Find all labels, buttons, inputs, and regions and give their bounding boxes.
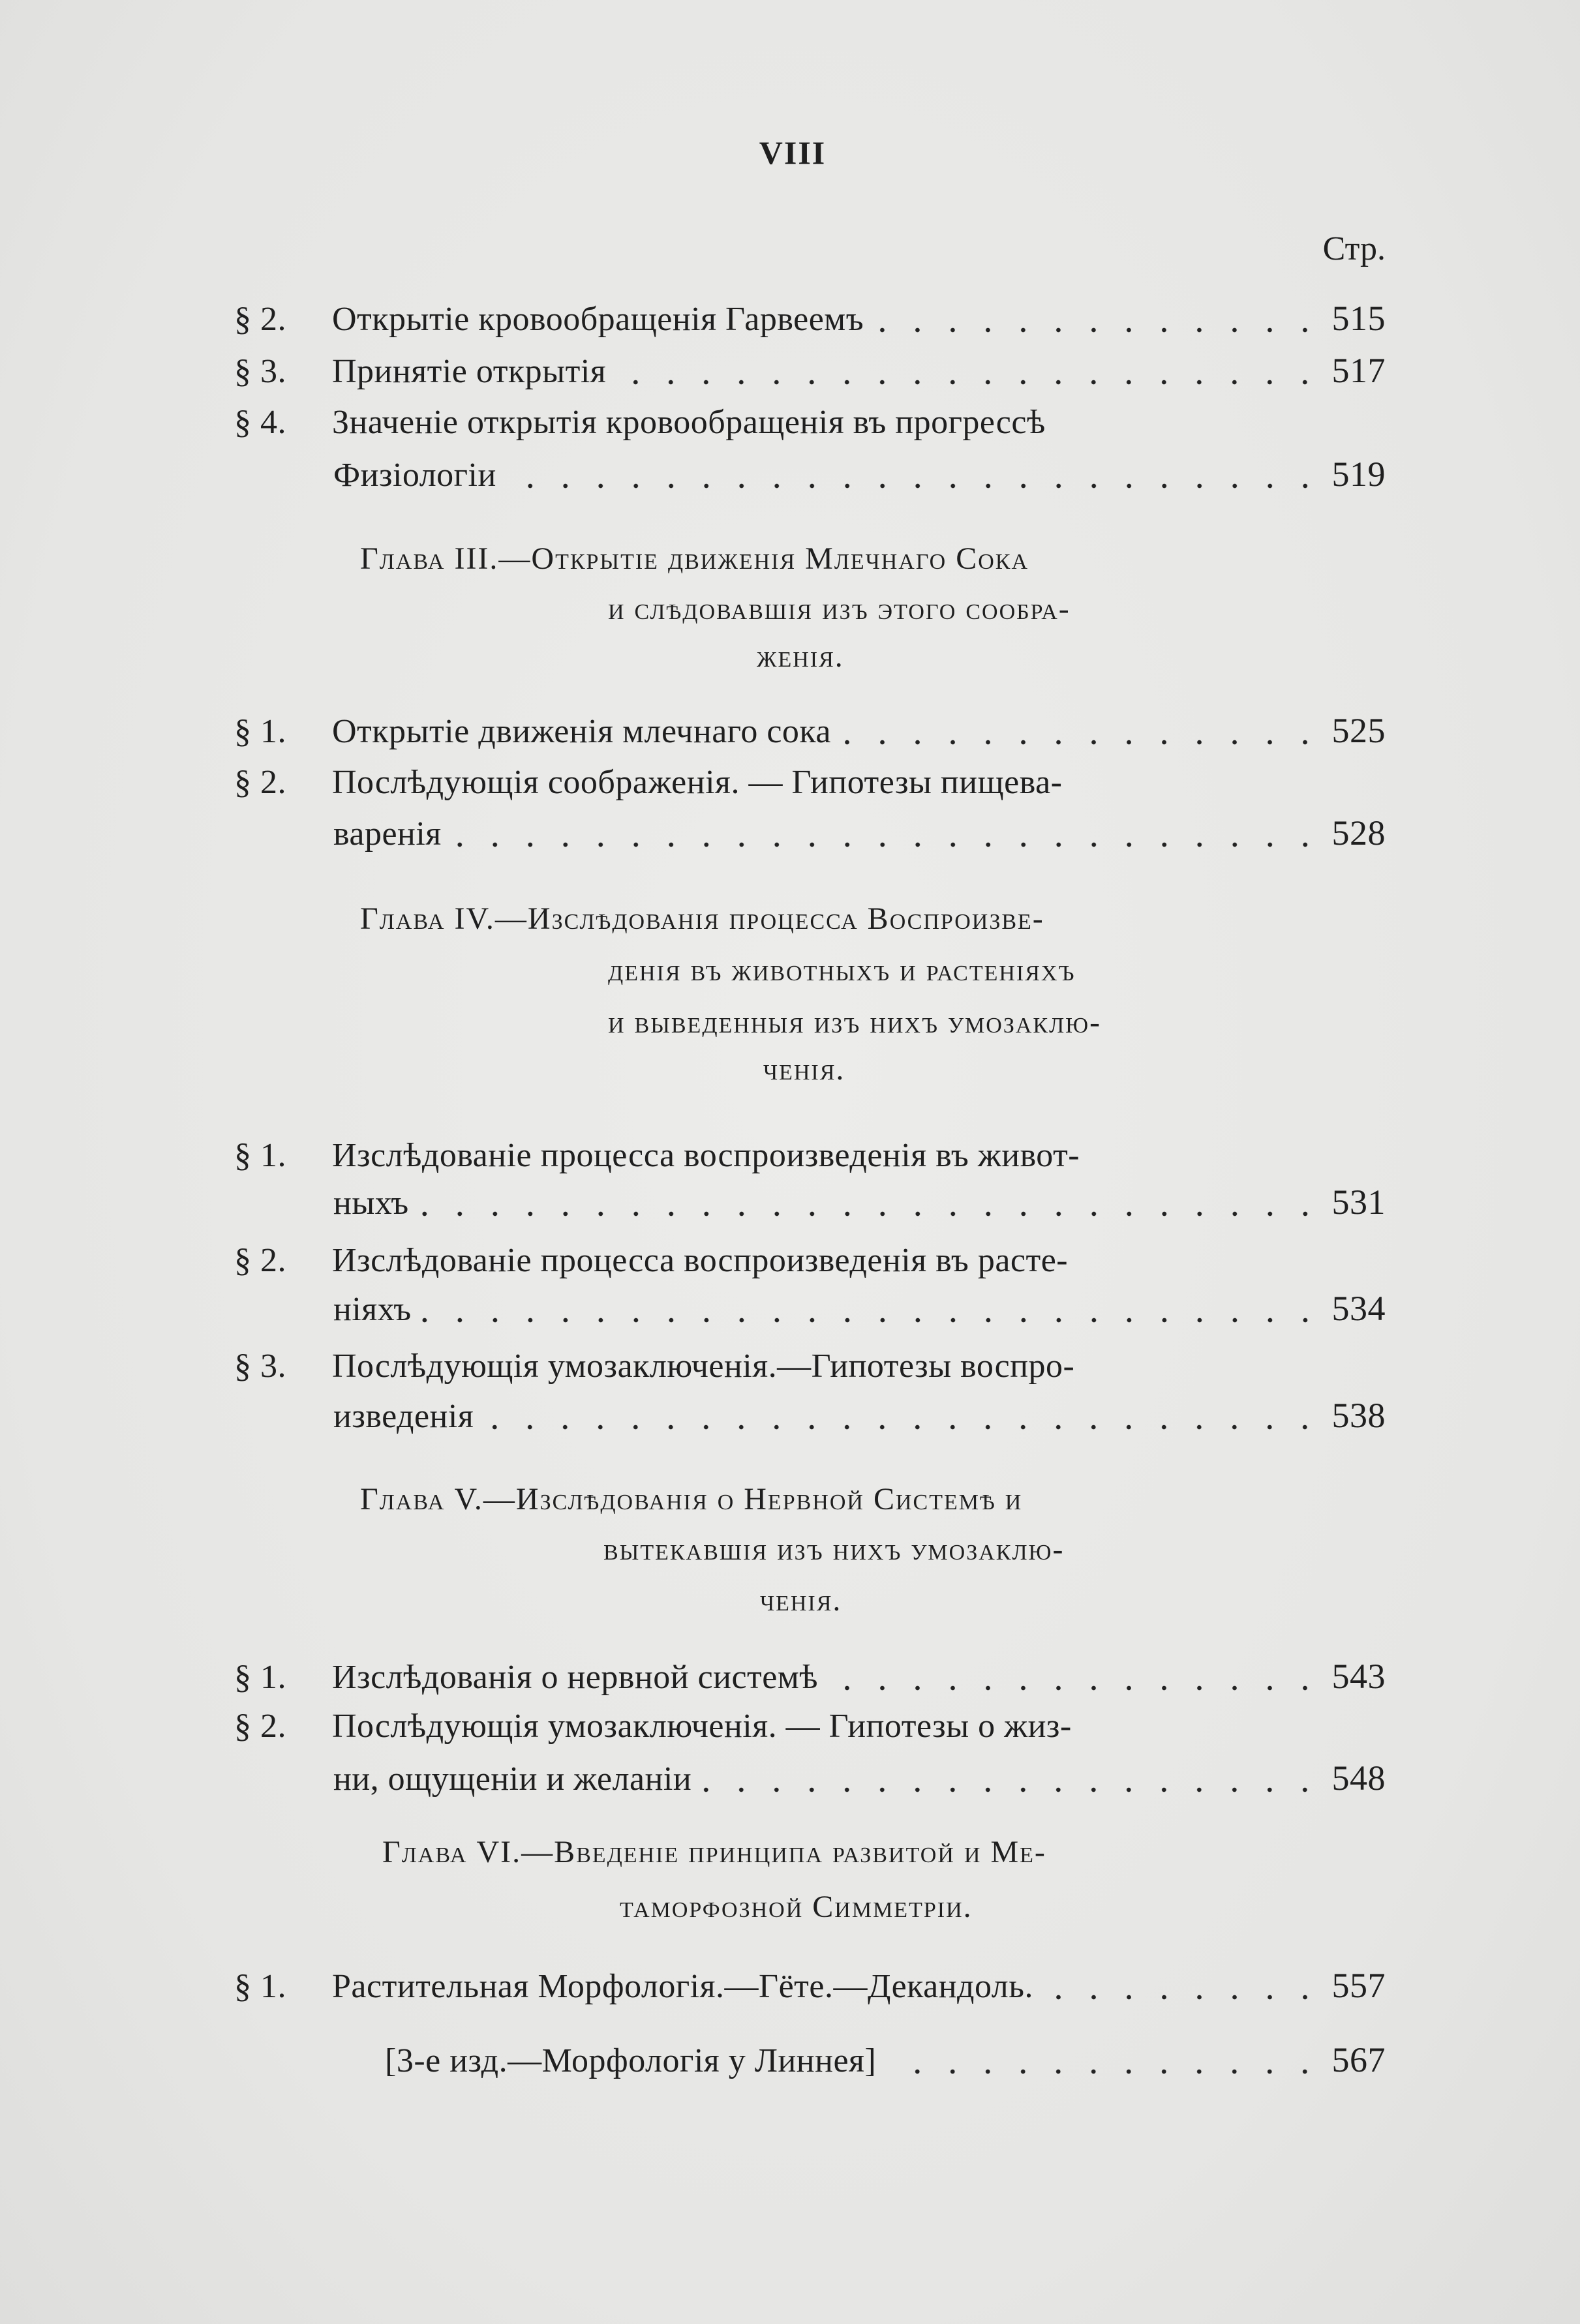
toc-entry [234, 1653, 1386, 1700]
entry-page: 531 [1331, 1183, 1386, 1222]
toc-entry [234, 1343, 1386, 1390]
entry-title: Послѣдующія соображенія. — Гипотезы пищева- [332, 764, 1063, 801]
entry-page: 525 [1331, 711, 1386, 750]
entry-title: Изслѣдованіе процесса воспроизведенія въ расте- [332, 1242, 1069, 1279]
entry-title: ніяхъ [333, 1291, 412, 1328]
leader-dots [418, 1210, 1323, 1218]
toc-entry [234, 1237, 1386, 1284]
leader-dots [421, 1316, 1323, 1324]
chapter-heading: Глава V.—Изслѣдованія о Нервной Системѣ и [360, 1482, 1023, 1517]
leader-dots [1042, 1993, 1323, 2001]
entry-page: 517 [1331, 351, 1386, 390]
chapter-heading: Глава IV.—Изслѣдованія процесса Воспроизве- [360, 901, 1044, 936]
section-number: § 4. [234, 404, 286, 441]
entry-title: Изслѣдованія о нервной системѣ [332, 1659, 819, 1696]
entry-title: варенія [333, 815, 442, 853]
leader-dots [873, 326, 1322, 334]
entry-page: 538 [1331, 1396, 1386, 1435]
section-number: § 2. [234, 1708, 286, 1745]
entry-title: ни, ощущеніи и желаніи [333, 1760, 692, 1798]
chapter-heading: женія. [757, 639, 844, 674]
entry-title: Изслѣдованіе процесса воспроизведенія въ живот- [332, 1137, 1080, 1174]
leader-dots [451, 841, 1323, 849]
chapter-heading: денія въ животныхъ и растеніяхъ [608, 953, 1076, 988]
leader-dots [615, 378, 1322, 386]
leader-dots [885, 2068, 1322, 2075]
entry-title: [3-е изд.—Морфологія у Линнея] [385, 2042, 877, 2079]
entry-title: Растительная Морфологія.—Гёте.—Декандоль. [332, 1968, 1033, 2005]
entry-page: 534 [1331, 1289, 1386, 1328]
section-number: § 1. [234, 1968, 286, 2005]
chapter-heading: ченія. [763, 1052, 845, 1087]
section-number: § 3. [234, 353, 286, 390]
chapter-heading: ченія. [760, 1583, 842, 1618]
leader-dots [840, 738, 1323, 746]
toc-entry-continuation [333, 1755, 1386, 1802]
toc-entry [385, 2036, 1386, 2083]
leader-dots [483, 1423, 1322, 1431]
entry-title: Открытіе кровообращенія Гарвеемъ [332, 301, 864, 338]
toc-entry-continuation [333, 1179, 1386, 1226]
page-number: VIII [759, 134, 827, 171]
toc-entry [234, 1962, 1386, 2009]
entry-page: 519 [1331, 455, 1386, 494]
chapter-heading: и слѣдовавшія изъ этого сообра- [608, 592, 1071, 626]
page-column-label: Стр. [1322, 230, 1386, 267]
section-number: § 1. [234, 1137, 286, 1174]
entry-page: 557 [1331, 1966, 1386, 2005]
chapter-heading: и выведенныя изъ нихъ умозаклю- [608, 1005, 1102, 1040]
toc-entry [234, 347, 1386, 394]
toc-entry [234, 295, 1386, 342]
toc-entry [234, 1132, 1386, 1179]
toc-entry [234, 399, 1386, 446]
leader-dots [827, 1684, 1322, 1692]
entry-title: Значеніе открытія кровообращенія въ прогрессѣ [332, 404, 1046, 441]
toc-entry [234, 1703, 1386, 1750]
entry-page: 543 [1331, 1657, 1386, 1696]
entry-title: Физіологіи [333, 457, 496, 494]
entry-title: Принятіе открытія [332, 353, 607, 390]
entry-title: ныхъ [333, 1185, 409, 1222]
section-number: § 1. [234, 713, 286, 750]
leader-dots [506, 482, 1323, 490]
section-number: § 3. [234, 1348, 286, 1385]
section-number: § 1. [234, 1659, 286, 1696]
section-number: § 2. [234, 764, 286, 801]
toc-entry-continuation [333, 809, 1386, 856]
entry-page: 548 [1331, 1758, 1386, 1798]
entry-title: Открытіе движенія млечнаго сока [332, 713, 831, 750]
chapter-heading: Глава VI.—Введеніе принципа развитой и Ме- [382, 1835, 1046, 1869]
entry-title: Послѣдующія умозаключенія.—Гипотезы воспро- [332, 1348, 1075, 1385]
leader-dots [701, 1786, 1322, 1794]
section-number: § 2. [234, 1242, 286, 1279]
toc-entry-continuation [333, 1392, 1386, 1439]
toc-entry [234, 707, 1386, 754]
chapter-heading: Глава III.—Открытіе движенія Млечнаго Сока [360, 541, 1029, 576]
entry-title: изведенія [333, 1398, 474, 1435]
entry-page: 515 [1331, 299, 1386, 338]
toc-entry [234, 759, 1386, 806]
toc-entry-continuation [333, 451, 1386, 498]
entry-page: 528 [1331, 813, 1386, 853]
entry-page: 567 [1331, 2040, 1386, 2079]
entry-title: Послѣдующія умозаключенія. — Гипотезы о жиз- [332, 1708, 1072, 1745]
toc-entry-continuation [333, 1285, 1386, 1332]
section-number: § 2. [234, 301, 286, 338]
chapter-heading: таморфозной Симметріи. [620, 1890, 973, 1924]
chapter-heading: вытекавшія изъ нихъ умозаклю- [603, 1532, 1065, 1567]
